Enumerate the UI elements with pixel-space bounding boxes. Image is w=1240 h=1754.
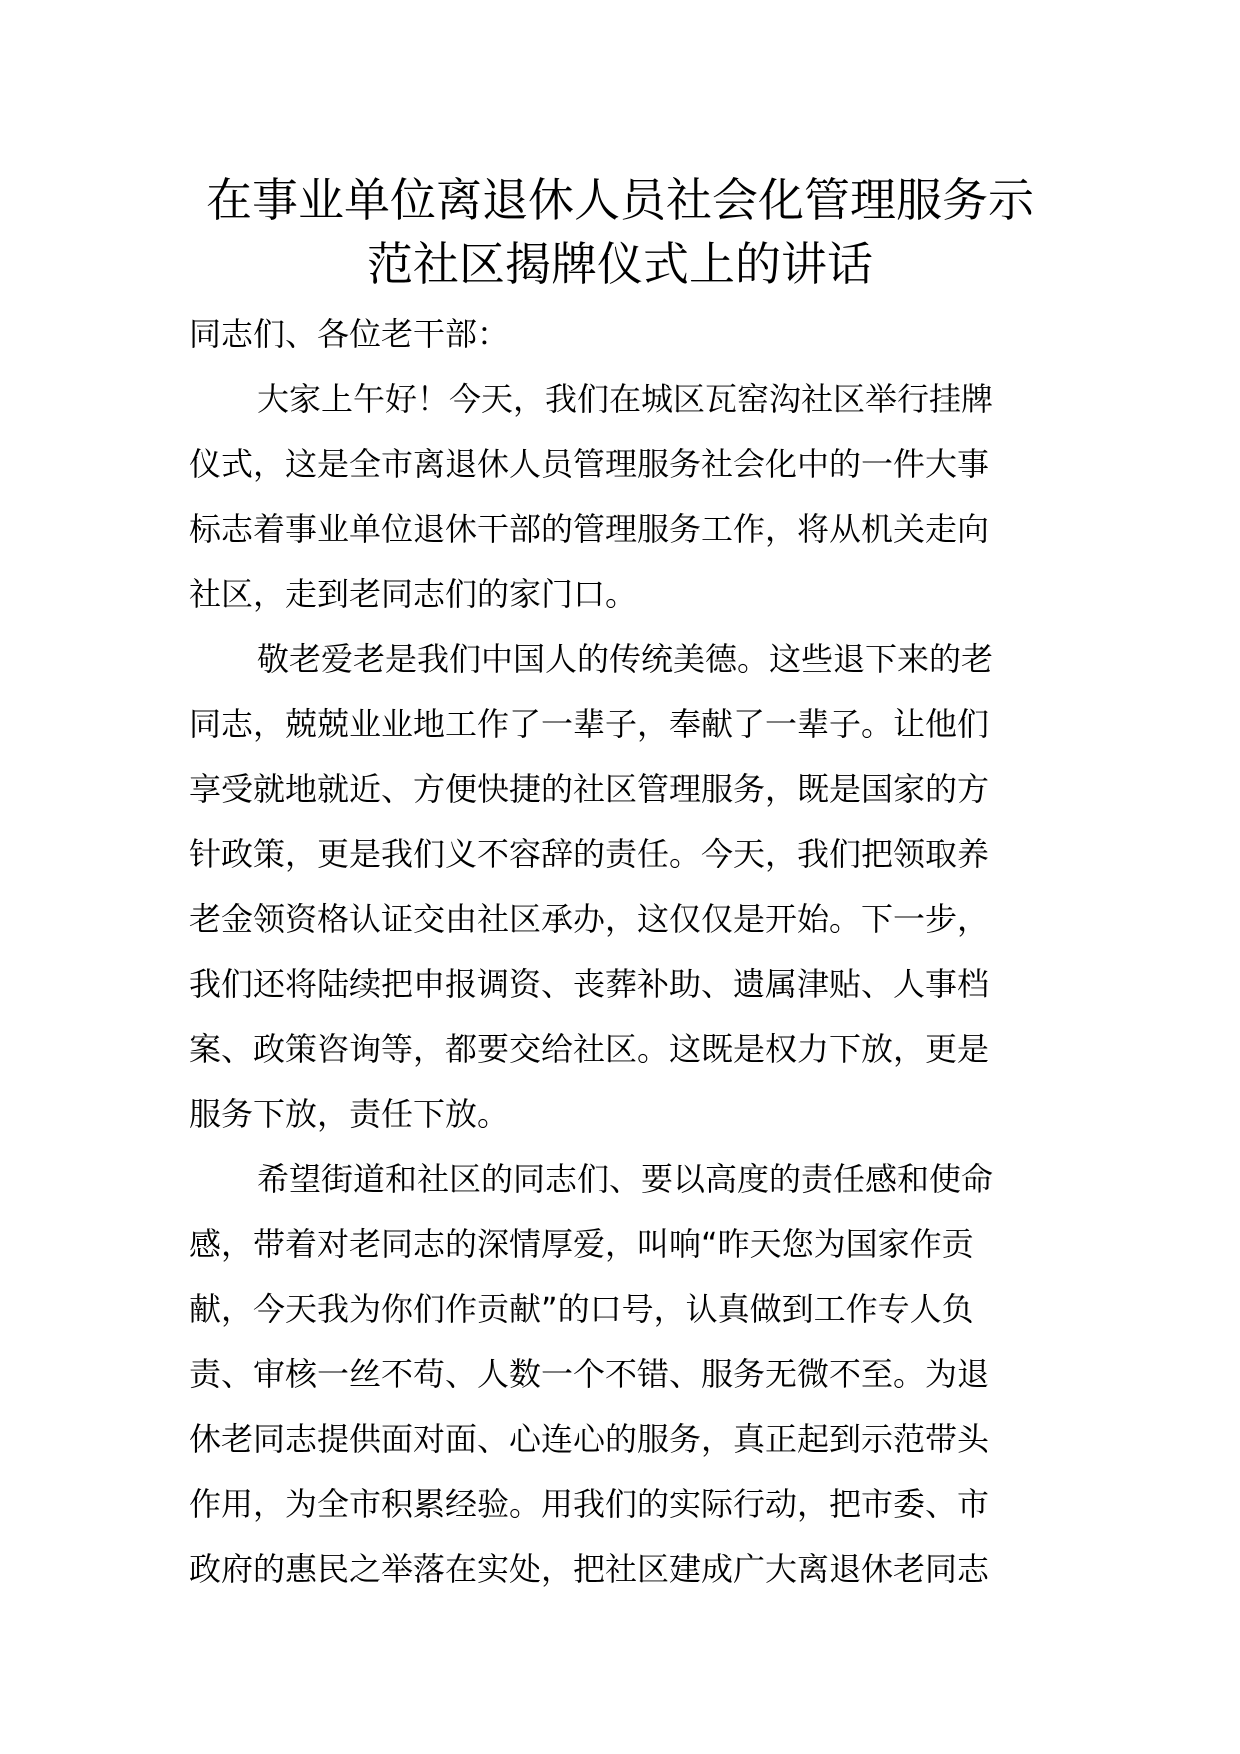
paragraph-1-line-4: 社区，走到老同志们的家门口。 [189, 575, 638, 613]
paragraph-3-line-4: 责、审核一丝不苟、人数一个不错、服务无微不至。为退 [189, 1355, 990, 1393]
paragraph-1-line-3: 标志着事业单位退休干部的管理服务工作，将从机关走向 [189, 510, 990, 548]
paragraph-3-line-7: 政府的惠民之举落在实处，把社区建成广大离退休老同志 [189, 1550, 990, 1588]
paragraph-1-line-1: 大家上午好！今天，我们在城区瓦窑沟社区举行挂牌 [257, 380, 994, 418]
paragraph-3-line-2: 感，带着对老同志的深情厚爱，叫响“昨天您为国家作贡 [189, 1225, 974, 1263]
document-body [189, 302, 1061, 1602]
paragraph-2-line-5: 老金领资格认证交由社区承办，这仅仅是开始。下一步， [189, 900, 990, 938]
salutation-line: 同志们、各位老干部： [189, 315, 510, 353]
document-title: 在事业单位离退休人员社会化管理服务示 范社区揭牌仪式上的讲话 [206, 173, 1034, 291]
paragraph-3-line-6: 作用，为全市积累经验。用我们的实际行动，把市委、市 [189, 1485, 990, 1523]
paragraph-3-line-1: 希望街道和社区的同志们、要以高度的责任感和使命 [257, 1160, 994, 1198]
paragraph-2-line-2: 同志，兢兢业业地工作了一辈子，奉献了一辈子。让他们 [189, 705, 990, 743]
paragraph-3-line-3: 献，今天我为你们作贡献”的口号，认真做到工作专人负 [189, 1290, 974, 1328]
paragraph-3-line-5: 休老同志提供面对面、心连心的服务，真正起到示范带头 [189, 1420, 990, 1458]
paragraph-2-line-4: 针政策，更是我们义不容辞的责任。今天，我们把领取养 [189, 835, 990, 873]
paragraph-2-line-1: 敬老爱老是我们中国人的传统美德。这些退下来的老 [257, 640, 994, 678]
paragraph-2-line-8: 服务下放，责任下放。 [189, 1095, 510, 1133]
paragraph-1-line-2: 仪式，这是全市离退休人员管理服务社会化中的一件大事 [189, 445, 990, 483]
paragraph-2-line-7: 案、政策咨询等，都要交给社区。这既是权力下放，更是 [189, 1030, 990, 1068]
paragraph-2-line-3: 享受就地就近、方便快捷的社区管理服务，既是国家的方 [189, 770, 990, 808]
paragraph-2-line-6: 我们还将陆续把申报调资、丧葬补助、遗属津贴、人事档 [189, 965, 990, 1003]
